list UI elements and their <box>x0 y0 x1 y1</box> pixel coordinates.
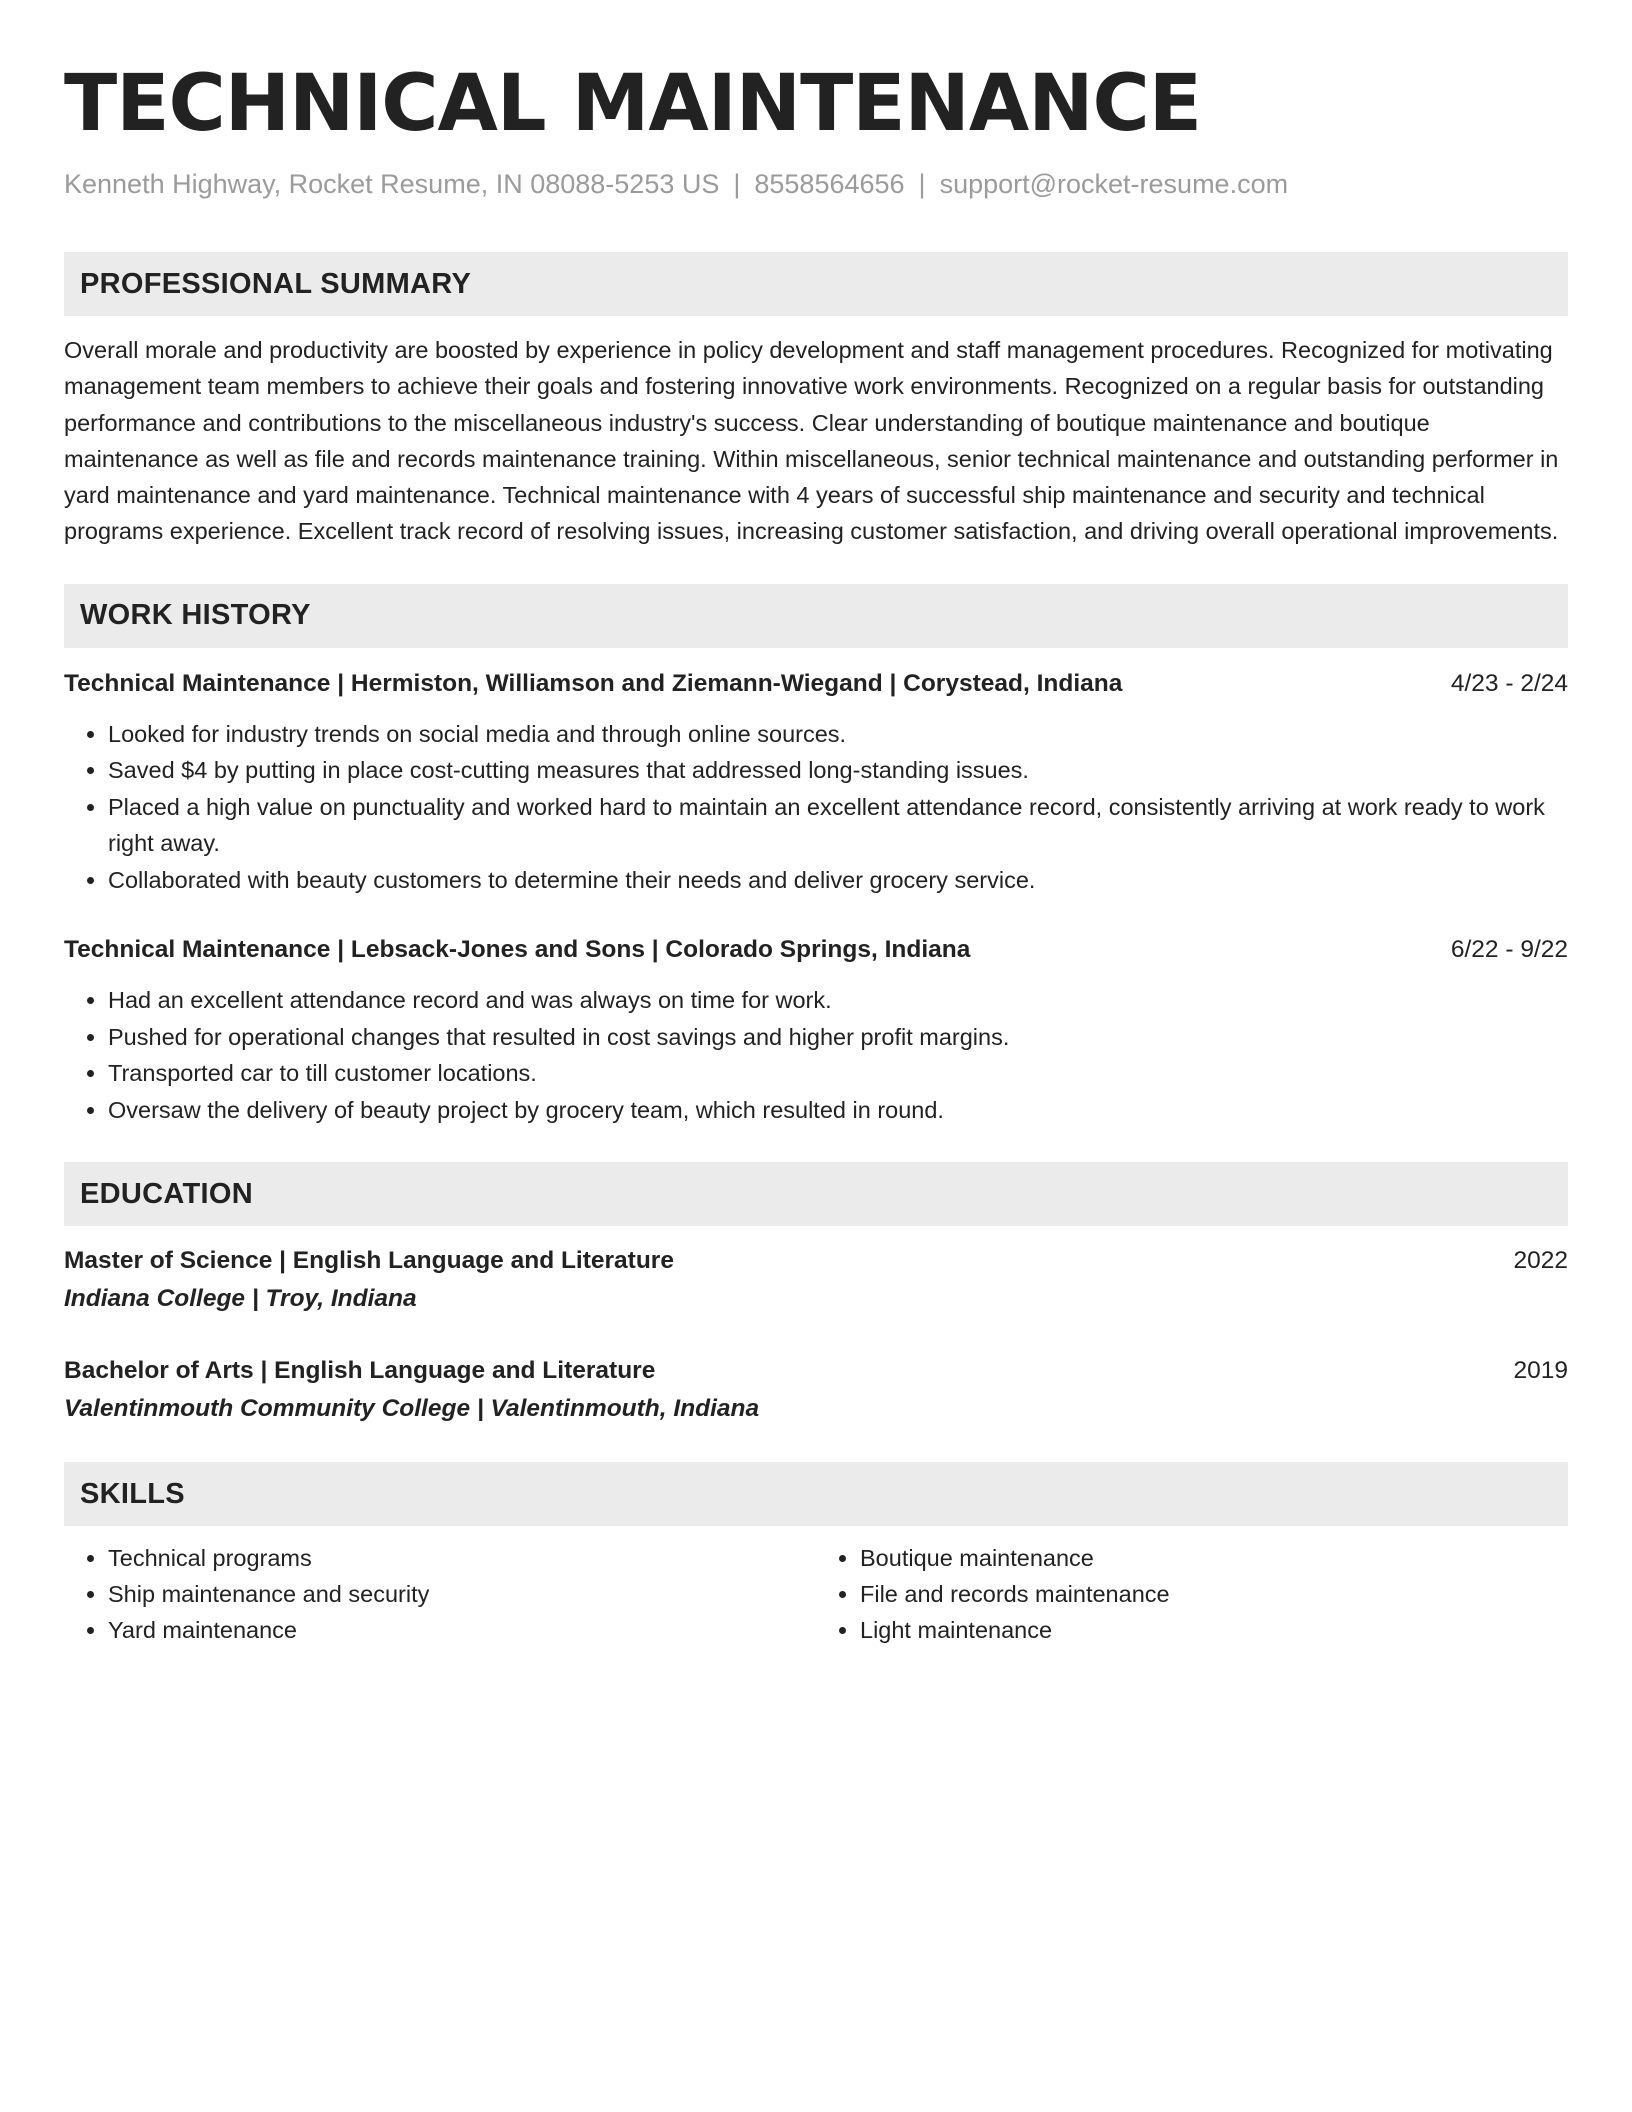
summary-text: Overall morale and productivity are boosted by experience in policy development and staff management procedures. Recognized for motivating management team members to achieve their goals and fostering innovative work environments. Recognized on a regular basis for outstanding performance and contributions to the miscellaneous industry's success. Clear understanding of boutique maintenance and boutique maintenance as well as file and records maintenance training. Within miscellaneous, senior technical maintenance and outstanding performer in yard maintenance and yard maintenance. Technical maintenance with 4 years of successful ship maintenance and security and technical programs experience. Excellent track record of resolving issues, increasing customer satisfaction, and driving overall operational improvements. <box>64 337 1559 545</box>
skills-list-right <box>816 1540 1568 1648</box>
degree-year: 2019 <box>1513 1357 1568 1385</box>
skills-section-header: SKILLS <box>64 1462 1568 1526</box>
degree-heading-row <box>64 1242 1568 1280</box>
job-entry <box>64 932 1568 1128</box>
job-bullet: • Oversaw the delivery of beauty project by grocery team, which resulted in round. <box>108 1092 1568 1129</box>
contact-phone: 8558564656 <box>754 169 905 199</box>
job-bullet: • Placed a high value on punctuality and worked hard to maintain an excellent attendance record, consistently arriving at work ready to work right away. <box>108 789 1568 862</box>
job-bullet: • Had an excellent attendance record and was always on time for work. <box>108 982 1568 1019</box>
degree-title: Bachelor of Arts | English Language and Literature <box>64 1357 656 1385</box>
job-title: Technical Maintenance | Lebsack-Jones and Sons | Colorado Springs, Indiana <box>64 936 971 964</box>
degree-title: Master of Science | English Language and Literature <box>64 1247 674 1275</box>
skills-columns <box>64 1540 1568 1648</box>
job-bullet: • Pushed for operational changes that resulted in cost savings and higher profit margins. <box>108 1019 1568 1056</box>
education-section-header: EDUCATION <box>64 1162 1568 1226</box>
job-dates: 4/23 - 2/24 <box>1450 669 1568 697</box>
skill-item: • Technical programs <box>108 1540 816 1576</box>
work-history-section-header: WORK HISTORY <box>64 584 1568 648</box>
degree-school: Indiana College | Troy, Indiana <box>64 1285 417 1313</box>
skill-item: • Boutique maintenance <box>860 1540 1568 1576</box>
degree-entry <box>64 1242 1568 1318</box>
job-bullet: • Looked for industry trends on social media and through online sources. <box>108 716 1568 753</box>
contact-line <box>64 166 1568 202</box>
contact-address: Kenneth Highway, Rocket Resume, IN 08088-5253 US <box>64 169 720 199</box>
skills-list-left <box>64 1540 816 1648</box>
job-dates: 6/22 - 9/22 <box>1450 936 1568 964</box>
job-bullet-list <box>64 716 1568 899</box>
job-bullet: • Saved $4 by putting in place cost-cutting measures that addressed long-standing issues. <box>108 752 1568 789</box>
job-bullet-list <box>64 982 1568 1128</box>
job-bullet: • Collaborated with beauty customers to determine their needs and deliver grocery service. <box>108 862 1568 899</box>
job-heading-row <box>64 666 1568 702</box>
job-title: Technical Maintenance | Hermiston, Williamson and Ziemann-Wiegand | Corystead, Indiana <box>64 669 1123 697</box>
contact-email: support@rocket-resume.com <box>939 169 1289 199</box>
skill-item: • Ship maintenance and security <box>108 1576 816 1612</box>
degree-heading-row <box>64 1352 1568 1390</box>
contact-separator: | <box>733 169 741 199</box>
job-heading-row <box>64 932 1568 968</box>
skill-item: • File and records maintenance <box>860 1576 1568 1612</box>
resume-name: TECHNICAL MAINTENANCE <box>64 59 1202 149</box>
degree-school: Valentinmouth Community College | Valentinmouth, Indiana <box>64 1395 760 1423</box>
job-entry <box>64 666 1568 899</box>
degree-year: 2022 <box>1513 1247 1568 1275</box>
summary-section-header: PROFESSIONAL SUMMARY <box>64 252 1568 316</box>
skill-item: • Light maintenance <box>860 1612 1568 1648</box>
job-bullet: • Transported car to till customer locations. <box>108 1055 1568 1092</box>
degree-entry <box>64 1352 1568 1428</box>
skill-item: • Yard maintenance <box>108 1612 816 1648</box>
contact-separator: | <box>918 169 926 199</box>
